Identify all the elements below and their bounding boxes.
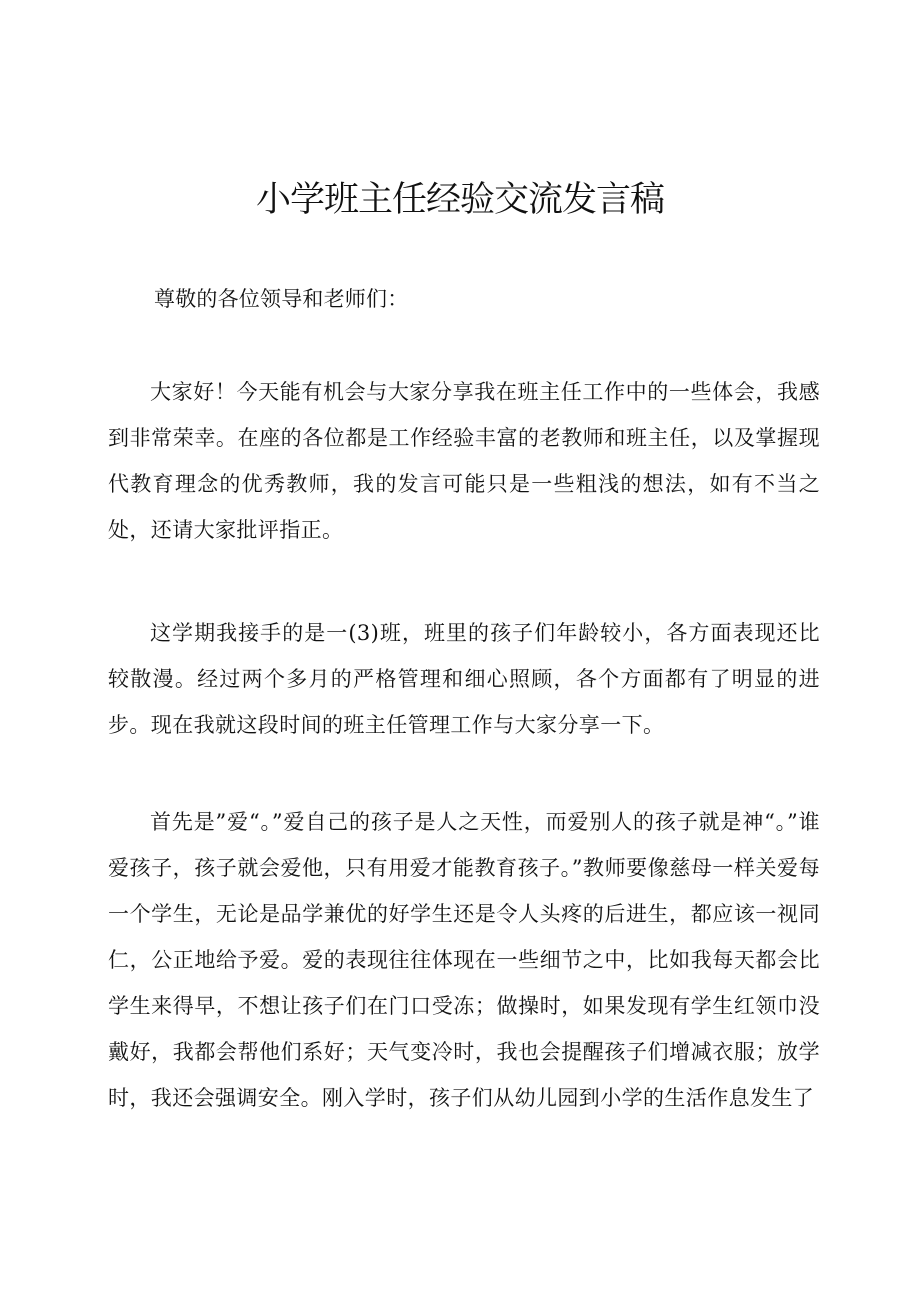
paragraph-love: 首先是”爱“。”爱自己的孩子是人之天性，而爱别人的孩子就是神“。”谁爱孩子，孩子就会爱他，只有用爱才能教育孩子。”教师要像慈母一样关爱每一个学生，无论是品学兼优的好学生还是令人头疼的后进生，都应该一视同仁，公正地给予爱。爱的表现往往体现在一些细节之中，比如我每天都会比学生来得早，不想让孩子们在门口受冻；做操时，如果发现有学生红领巾没戴好，我都会帮他们系好；天气变冷时，我也会提醒孩子们增减衣服；放学时，我还会强调安全。刚入学时，孩子们从幼儿园到小学的生活作息发生了 <box>108 810 820 1110</box>
paragraph-class-overview: 这学期我接手的是一(3)班，班里的孩子们年龄较小，各方面表现还比较散漫。经过两个多月的严格管理和细心照顾，各个方面都有了明显的进步。现在我就这段时间的班主任管理工作与大家分享一下。 <box>108 621 820 737</box>
salutation: 尊敬的各位领导和老师们： <box>154 287 409 311</box>
document-title: 小学班主任经验交流发言稿 <box>255 180 664 220</box>
paragraph-intro: 大家好！今天能有机会与大家分享我在班主任工作中的一些体会，我感到非常荣幸。在座的各位都是工作经验丰富的老教师和班主任，以及掌握现代教育理念的优秀教师，我的发言可能只是一些粗浅的想法，如有不当之处，还请大家批评指正。 <box>108 380 820 542</box>
